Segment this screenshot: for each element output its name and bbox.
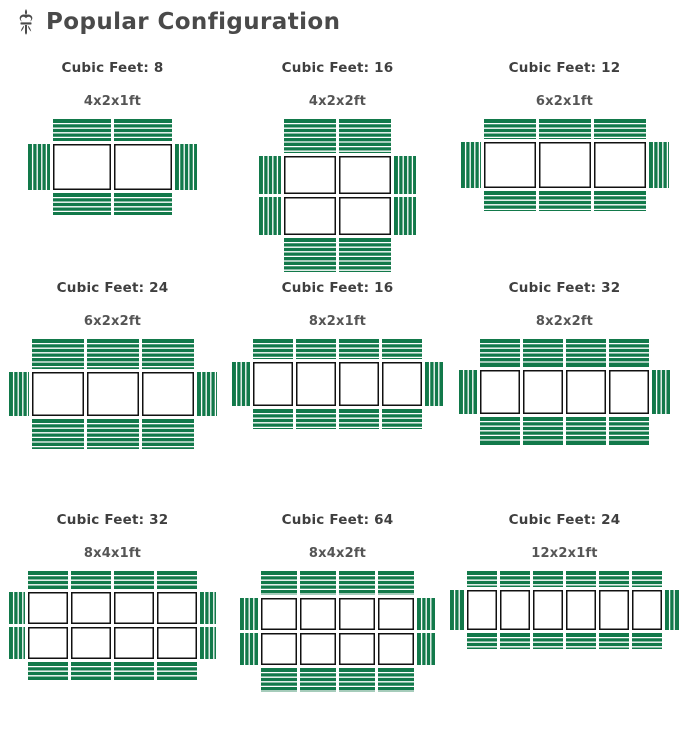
cubic-feet-label: Cubic Feet: 12 bbox=[508, 60, 621, 76]
dimension-label: 4x2x1ft bbox=[83, 94, 142, 109]
configuration-diagram bbox=[259, 119, 416, 276]
configuration-diagram bbox=[450, 571, 679, 653]
dimension-label: 8x2x2ft bbox=[535, 314, 594, 329]
configuration-diagram bbox=[28, 119, 197, 219]
dimension-label: 12x2x1ft bbox=[531, 546, 598, 561]
configuration-diagram bbox=[9, 571, 216, 684]
cubic-feet-label: Cubic Feet: 32 bbox=[508, 280, 621, 296]
cubic-feet-label: Cubic Feet: 16 bbox=[281, 280, 394, 296]
configuration-diagram bbox=[461, 119, 669, 215]
config-cell-2 bbox=[450, 40, 679, 272]
configuration-grid bbox=[0, 40, 679, 736]
cubic-feet-label: Cubic Feet: 64 bbox=[281, 512, 394, 528]
configuration-diagram bbox=[240, 571, 435, 696]
page-title: Popular Configuration bbox=[46, 9, 341, 35]
config-cell-3 bbox=[0, 272, 225, 504]
config-cell-8 bbox=[450, 504, 679, 736]
config-cell-4 bbox=[225, 272, 450, 504]
configuration-diagram bbox=[459, 339, 670, 449]
dimension-label: 4x2x2ft bbox=[308, 94, 367, 109]
cubic-feet-label: Cubic Feet: 24 bbox=[508, 512, 621, 528]
cubic-feet-label: Cubic Feet: 24 bbox=[56, 280, 169, 296]
config-cell-6 bbox=[0, 504, 225, 736]
config-cell-7 bbox=[225, 504, 450, 736]
config-cell-5 bbox=[450, 272, 679, 504]
config-cell-1 bbox=[225, 40, 450, 272]
dimension-label: 8x4x1ft bbox=[83, 546, 142, 561]
dimension-label: 8x4x2ft bbox=[308, 546, 367, 561]
fleur-de-lis-icon bbox=[14, 8, 38, 36]
dimension-label: 6x2x2ft bbox=[83, 314, 142, 329]
dimension-label: 6x2x1ft bbox=[535, 94, 594, 109]
configuration-diagram bbox=[9, 339, 217, 453]
configuration-diagram bbox=[232, 339, 443, 433]
config-cell-0 bbox=[0, 40, 225, 272]
cubic-feet-label: Cubic Feet: 8 bbox=[61, 60, 164, 76]
page-header bbox=[0, 0, 679, 40]
cubic-feet-label: Cubic Feet: 16 bbox=[281, 60, 394, 76]
dimension-label: 8x2x1ft bbox=[308, 314, 367, 329]
cubic-feet-label: Cubic Feet: 32 bbox=[56, 512, 169, 528]
